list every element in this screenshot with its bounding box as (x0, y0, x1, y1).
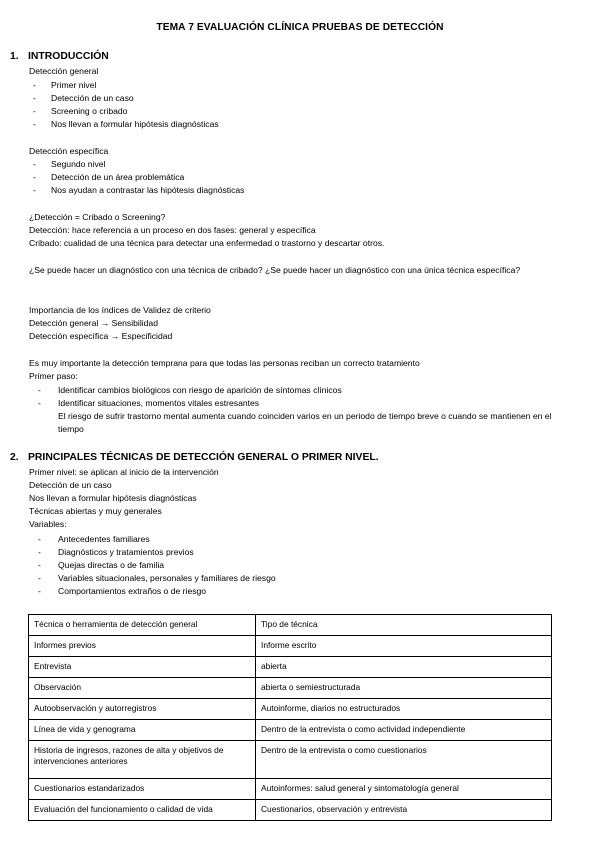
list-item: - Variables situacionales, personales y familiares de riesgo (38, 573, 276, 583)
section-number: 2. (10, 452, 19, 463)
table-row (29, 699, 552, 720)
table-cell: Entrevista (29, 657, 256, 678)
list-item: - Primer nivel (33, 80, 97, 90)
especifica-label: Detección específica (29, 146, 109, 156)
table-cell: Tipo de técnica (256, 615, 552, 636)
table-cell: Línea de vida y genograma (29, 720, 256, 741)
table-cell: Autoinformes: salud general y sintomatología general (256, 779, 552, 800)
techniques-table (28, 614, 552, 821)
section-title: INTRODUCCIÓN (28, 51, 109, 62)
list-item: - Identificar situaciones, momentos vitales estresantes (38, 398, 260, 408)
paragraph-text: Primer paso: (29, 371, 78, 381)
table-row (29, 779, 552, 800)
table-cell: Cuestionarios, observación y entrevista (256, 800, 552, 821)
list-item: - Screening o cribado (33, 106, 128, 116)
paragraph-text: Primer nivel: se aplican al inicio de la intervención (29, 467, 219, 477)
table-cell: Dentro de la entrevista o como cuestionarios (256, 741, 552, 779)
list-item: - Detección de un caso (33, 93, 134, 103)
table-cell: Observación (29, 678, 256, 699)
table-cell: abierta (256, 657, 552, 678)
list-item: - Detección de un área problemática (33, 172, 185, 182)
table-cell: Evaluación del funcionamiento o calidad de vida (29, 800, 256, 821)
validez-text: Importancia de los índices de Validez de criterio (29, 305, 211, 315)
table-row (29, 657, 552, 678)
paragraph-text: Es muy importante la detección temprana para que todas las personas reciban un correcto tratamiento (29, 358, 420, 368)
paragraph-text: Técnicas abiertas y muy generales (29, 506, 162, 516)
list-item: - Diagnósticos y tratamientos previos (38, 547, 194, 557)
question-text: ¿Se puede hacer un diagnóstico con una técnica de cribado? ¿Se puede hacer un diagnóstico con una única técnica específica? (29, 265, 521, 275)
question-text: ¿Detección = Cribado o Screening? (29, 212, 166, 222)
table-row (29, 636, 552, 657)
table-cell: abierta o semiestructurada (256, 678, 552, 699)
table-row (29, 741, 552, 779)
table-row (29, 800, 552, 821)
table-cell: Cuestionarios estandarizados (29, 779, 256, 800)
list-item: - Quejas directas o de familia (38, 560, 165, 570)
list-item: - Nos ayudan a contrastar las hipótesis diagnósticas (33, 185, 245, 195)
table-row (29, 720, 552, 741)
paragraph-text: Nos llevan a formular hipótesis diagnósticas (29, 493, 197, 503)
paragraph-text: Variables: (29, 519, 67, 529)
table-cell: Dentro de la entrevista o como actividad independiente (256, 720, 552, 741)
list-item: - Identificar cambios biológicos con riesgo de aparición de síntomas clínicos (38, 385, 342, 395)
list-item: - Nos llevan a formular hipótesis diagnósticas (33, 119, 219, 129)
section-number: 1. (10, 51, 19, 62)
table-cell: Autoobservación y autorregistros (29, 699, 256, 720)
validez-item: Detección general → Sensibilidad (29, 318, 158, 328)
table-cell: Informe escrito (256, 636, 552, 657)
table-header-row (29, 615, 552, 636)
validez-item: Detección específica → Especificidad (29, 331, 173, 341)
table-cell: Autoinforme, diarios no estructurados (256, 699, 552, 720)
general-label: Detección general (29, 66, 99, 76)
paragraph-text: Detección de un caso (29, 480, 112, 490)
section-title: PRINCIPALES TÉCNICAS DE DETECCIÓN GENERAL O PRIMER NIVEL. (28, 452, 379, 463)
list-item: - Antecedentes familiares (38, 534, 150, 544)
table-row (29, 678, 552, 699)
table-cell: Informes previos (29, 636, 256, 657)
list-item: - Segundo nivel (33, 159, 106, 169)
page-title: TEMA 7 EVALUACIÓN CLÍNICA PRUEBAS DE DETECCIÓN (156, 22, 444, 33)
definition-text: Detección: hace referencia a un proceso en dos fases: general y específica (29, 225, 316, 235)
definition-text: Cribado: cualidad de una técnica para detectar una enfermedad o trastorno y descartar otros. (29, 238, 385, 248)
paragraph-text: El riesgo de sufrir trastorno mental aumenta cuando coinciden varios en un periodo de tiempo breve o cuando se mantienen en el tiempo (58, 411, 552, 434)
table-cell: Técnica o herramienta de detección general (29, 615, 256, 636)
table-cell: Historia de ingresos, razones de alta y objetivos de intervenciones anteriores (29, 741, 256, 779)
section-2-heading (10, 452, 379, 463)
list-item: - Comportamientos extraños o de riesgo (38, 586, 207, 596)
section-1-heading (10, 51, 109, 62)
